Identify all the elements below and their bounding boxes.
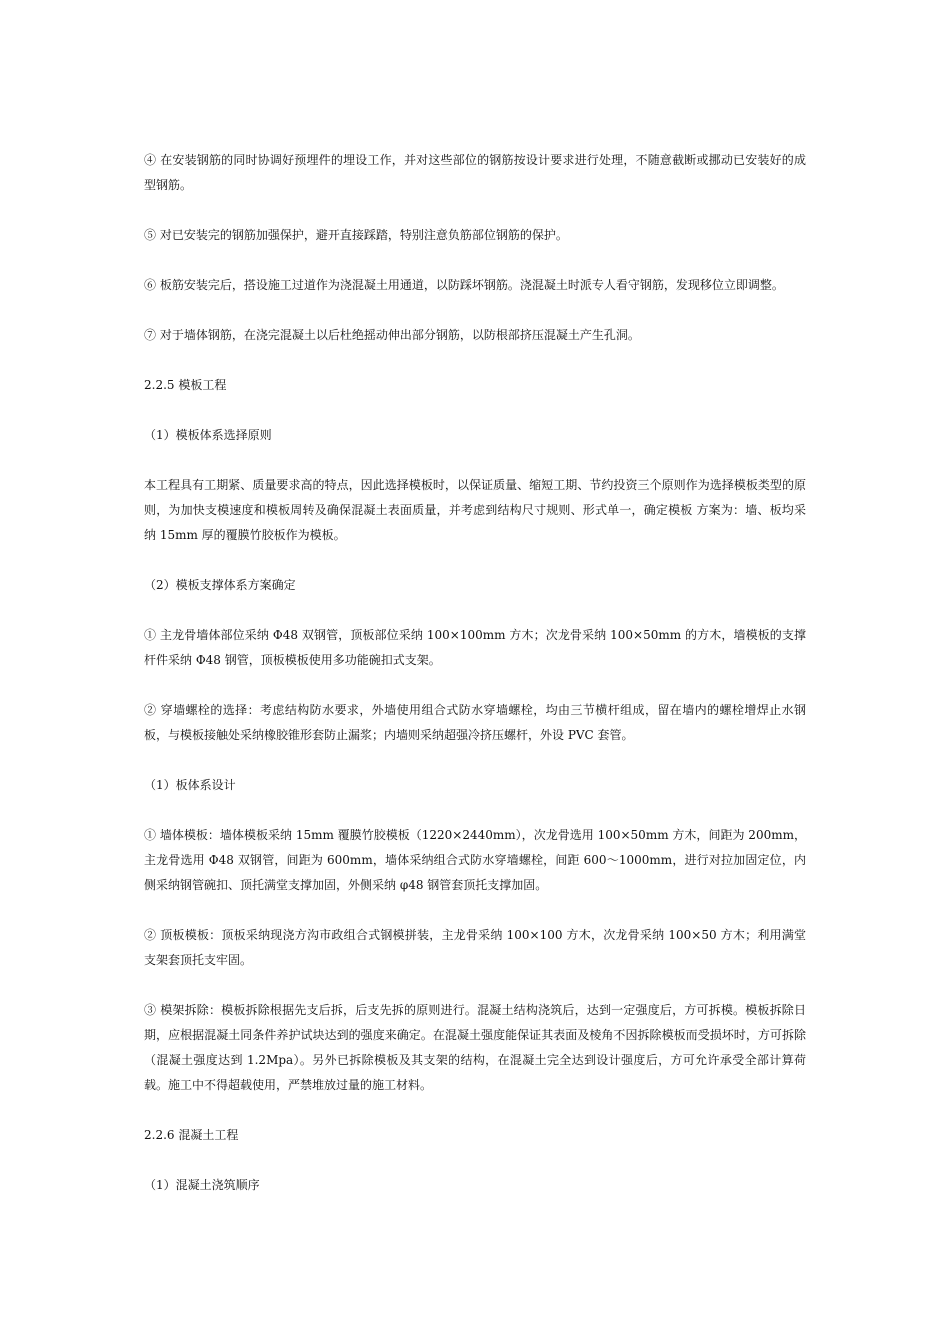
paragraph-wall-formwork: ① 墙体模板：墙体模板采纳 15mm 覆膜竹胶模板（1220×2440mm），次龙骨选用 100×50mm 方木，间距为 200mm，主龙骨选用 Φ48 双钢管，间距为 600mm，墙体采纳组合式防水穿墙螺栓，间距 600～1000mm，进行对拉加固定位，内侧采纳钢管碗扣、顶托满堂支撑加固，外侧采纳 φ48 钢管套顶托支撑加固。 bbox=[144, 828, 806, 892]
paragraph-walkway: ⑥ 板筋安装完后，搭设施工过道作为浇混凝土用通道，以防踩坏钢筋。浇混凝土时派专人看守钢筋，发现移位立即调整。 bbox=[144, 278, 784, 292]
subheading-board-system: （1）板体系设计 bbox=[144, 778, 236, 792]
paragraph-wall-bolts: ② 穿墙螺栓的选择：考虑结构防水要求，外墙使用组合式防水穿墙螺栓，均由三节横杆组成，留在墙内的螺栓增焊止水钢板，与模板接触处采纳橡胶锥形套防止漏浆；内墙则采纳超强冷挤压螺杆，外设 PVC 套管。 bbox=[144, 703, 806, 742]
paragraph-rebar-protection: ⑤ 对已安装完的钢筋加强保护，避开直接踩踏，特别注意负筋部位钢筋的保护。 bbox=[144, 228, 568, 242]
paragraph-main-keel: ① 主龙骨墙体部位采纳 Φ48 双钢管，顶板部位采纳 100×100mm 方木；次龙骨采纳 100×50mm 的方木，墙模板的支撑杆件采纳 Φ48 钢管，顶板模板使用多功能碗扣式支架。 bbox=[144, 628, 806, 667]
section-heading-concrete: 2.2.6 混凝土工程 bbox=[144, 1128, 239, 1142]
paragraph-roof-formwork: ② 顶板模板：顶板采纳现浇方沟市政组合式钢模拼装，主龙骨采纳 100×100 方木，次龙骨采纳 100×50 方木；利用满堂支架套顶托支牢固。 bbox=[144, 928, 806, 967]
document-body bbox=[144, 148, 806, 1198]
paragraph-formwork-removal: ③ 模架拆除：模板拆除根据先支后拆，后支先拆的原则进行。混凝土结构浇筑后，达到一定强度后，方可拆模。模板拆除日期，应根据混凝土同条件养护试块达到的强度来确定。在混凝土强度能保证其表面及棱角不因拆除模板而受损坏时，方可拆除（混凝土强度达到 1.2Mpa）。另外已拆除模板及其支架的结构，在混凝土完全达到设计强度后，方可允许承受全部计算荷载。施工中不得超载使用，严禁堆放过量的施工材料。 bbox=[144, 1003, 806, 1092]
paragraph-wall-rebar: ⑦ 对于墙体钢筋，在浇完混凝土以后杜绝摇动伸出部分钢筋，以防根部挤压混凝土产生孔洞。 bbox=[144, 328, 640, 342]
paragraph-rebar-embedded-parts: ④ 在安装钢筋的同时协调好预埋件的埋设工作，并对这些部位的钢筋按设计要求进行处理，不随意截断或挪动已安装好的成型钢筋。 bbox=[144, 153, 806, 192]
subheading-pouring-sequence: （1）混凝土浇筑顺序 bbox=[144, 1178, 260, 1192]
subheading-support-system: （2）模板支撑体系方案确定 bbox=[144, 578, 296, 592]
subheading-formwork-selection: （1）模板体系选择原则 bbox=[144, 428, 272, 442]
paragraph-formwork-principles: 本工程具有工期紧、质量要求高的特点，因此选择模板时，以保证质量、缩短工期、节约投资三个原则作为选择模板类型的原则，为加快支模速度和模板周转及确保混凝土表面质量，并考虑到结构尺寸规则、形式单一，确定模板 方案为：墙、板均采纳 15mm 厚的覆膜竹胶板作为模板。 bbox=[144, 478, 806, 542]
section-heading-formwork: 2.2.5 模板工程 bbox=[144, 378, 227, 392]
